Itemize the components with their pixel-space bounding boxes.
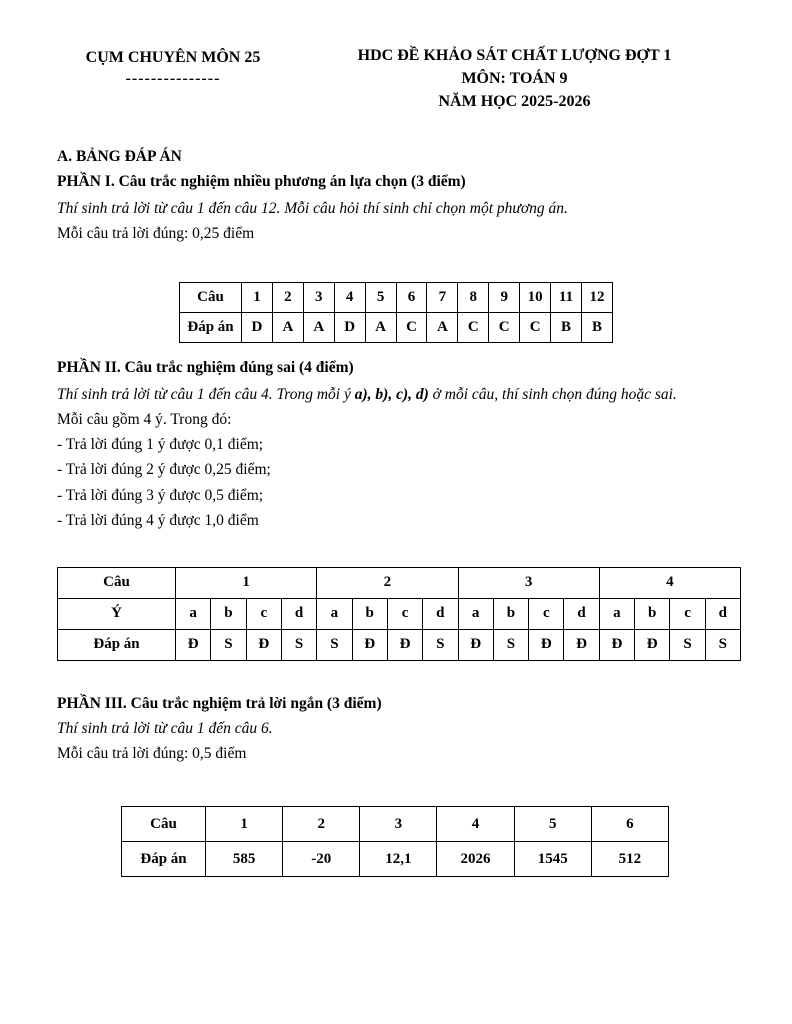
sub-label-cell: a bbox=[458, 598, 493, 629]
org-name: CỤM CHUYÊN MÔN 25 bbox=[85, 49, 261, 66]
answer-cell: A bbox=[427, 313, 458, 343]
part3-title: PHẦN III. Câu trắc nghiệm trả lời ngắn (3 điểm) bbox=[57, 694, 382, 712]
question-cell: 8 bbox=[458, 283, 489, 313]
part3-instructions: Thí sinh trả lời từ câu 1 đến câu 6. bbox=[57, 719, 273, 737]
question-cell: 5 bbox=[365, 283, 396, 313]
question-cell: 11 bbox=[551, 283, 582, 313]
part2-title: PHẦN II. Câu trắc nghiệm đúng sai (4 điểm) bbox=[57, 359, 354, 376]
answer-cell: Đ bbox=[635, 629, 670, 660]
row-label-dap-an: Đáp án bbox=[180, 313, 242, 343]
answer-cell: S bbox=[493, 629, 528, 660]
part2-scoring-bullet: - Trả lời đúng 4 ý được 1,0 điểm bbox=[57, 511, 259, 529]
header-divider-dashes: --------------- bbox=[125, 70, 221, 88]
part2-question-row bbox=[58, 567, 741, 598]
answer-cell: Đ bbox=[246, 629, 281, 660]
answer-cell: 1545 bbox=[514, 842, 591, 877]
sub-label-cell: d bbox=[564, 598, 599, 629]
row-label-cau: Câu bbox=[122, 807, 206, 842]
sub-label-cell: b bbox=[635, 598, 670, 629]
question-cell: 4 bbox=[334, 283, 365, 313]
question-cell: 3 bbox=[360, 807, 437, 842]
part2-scoring-bullet: - Trả lời đúng 2 ý được 0,25 điểm; bbox=[57, 461, 271, 479]
part2-sub-label-row bbox=[58, 598, 741, 629]
answer-cell: D bbox=[242, 313, 273, 343]
question-cell: 4 bbox=[599, 567, 740, 598]
doc-title-line3: NĂM HỌC 2025-2026 bbox=[438, 93, 591, 111]
part2-scoring-bullet: - Trả lời đúng 1 ý được 0,1 điểm; bbox=[57, 436, 264, 454]
question-cell: 3 bbox=[303, 283, 334, 313]
row-label-cau: Câu bbox=[180, 283, 242, 313]
part3-question-row bbox=[122, 807, 669, 842]
sub-label-cell: b bbox=[352, 598, 387, 629]
row-label-y: Ý bbox=[58, 598, 176, 629]
question-cell: 4 bbox=[437, 807, 514, 842]
answer-cell: S bbox=[281, 629, 316, 660]
answer-cell: Đ bbox=[529, 629, 564, 660]
sub-label-cell: b bbox=[493, 598, 528, 629]
section-a-title: A. BẢNG ĐÁP ÁN bbox=[57, 147, 182, 165]
sub-label-cell: d bbox=[281, 598, 316, 629]
part2-answer-table bbox=[57, 567, 741, 661]
question-cell: 7 bbox=[427, 283, 458, 313]
answer-cell: -20 bbox=[283, 842, 360, 877]
sub-label-cell: a bbox=[599, 598, 634, 629]
header-left-block bbox=[57, 44, 289, 114]
question-cell: 2 bbox=[272, 283, 303, 313]
part2-instructions bbox=[57, 382, 740, 407]
answer-cell: Đ bbox=[176, 629, 211, 660]
answer-cell: S bbox=[705, 629, 740, 660]
sub-label-cell: c bbox=[246, 598, 281, 629]
part3-answer-table bbox=[121, 806, 669, 877]
question-cell: 5 bbox=[514, 807, 591, 842]
question-cell: 2 bbox=[317, 567, 458, 598]
header-right-block bbox=[289, 44, 740, 114]
part2-scoring-bullet: - Trả lời đúng 3 ý được 0,5 điểm; bbox=[57, 486, 264, 504]
part3-answer-row bbox=[122, 842, 669, 877]
sub-label-cell: c bbox=[529, 598, 564, 629]
part2-instructions-bold: a), b), c), d) bbox=[354, 386, 429, 404]
question-cell: 12 bbox=[581, 283, 612, 313]
question-cell: 1 bbox=[242, 283, 273, 313]
answer-cell: S bbox=[423, 629, 458, 660]
answer-cell: C bbox=[489, 313, 520, 343]
question-cell: 6 bbox=[396, 283, 427, 313]
sub-label-cell: d bbox=[423, 598, 458, 629]
answer-cell: A bbox=[272, 313, 303, 343]
answer-cell: S bbox=[211, 629, 246, 660]
part2-scoring-intro: Mỗi câu gồm 4 ý. Trong đó: bbox=[57, 411, 232, 429]
answer-cell: 12,1 bbox=[360, 842, 437, 877]
part1-answer-row bbox=[180, 313, 613, 343]
sub-label-cell: d bbox=[705, 598, 740, 629]
doc-title-line1: HDC ĐỀ KHẢO SÁT CHẤT LƯỢNG ĐỢT 1 bbox=[357, 47, 672, 64]
sub-label-cell: c bbox=[670, 598, 705, 629]
part3-scoring: Mỗi câu trả lời đúng: 0,5 điểm bbox=[57, 744, 247, 762]
sub-label-cell: c bbox=[387, 598, 422, 629]
row-label-cau: Câu bbox=[58, 567, 176, 598]
sub-label-cell: a bbox=[317, 598, 352, 629]
answer-cell: B bbox=[581, 313, 612, 343]
answer-cell: B bbox=[551, 313, 582, 343]
part1-answer-table bbox=[179, 282, 613, 343]
part2-answer-row bbox=[58, 629, 741, 660]
answer-cell: C bbox=[396, 313, 427, 343]
doc-title-line2: MÔN: TOÁN 9 bbox=[461, 70, 568, 88]
answer-cell: A bbox=[365, 313, 396, 343]
part1-question-row bbox=[180, 283, 613, 313]
answer-cell: S bbox=[317, 629, 352, 660]
answer-cell: Đ bbox=[387, 629, 422, 660]
answer-cell: 2026 bbox=[437, 842, 514, 877]
question-cell: 2 bbox=[283, 807, 360, 842]
row-label-dap-an: Đáp án bbox=[58, 629, 176, 660]
document-header bbox=[57, 44, 740, 114]
question-cell: 9 bbox=[489, 283, 520, 313]
part2-instructions-post: ở mỗi câu, thí sinh chọn đúng hoặc sai. bbox=[428, 386, 677, 404]
answer-cell: A bbox=[303, 313, 334, 343]
answer-cell: C bbox=[458, 313, 489, 343]
question-cell: 10 bbox=[520, 283, 551, 313]
sub-label-cell: a bbox=[176, 598, 211, 629]
answer-cell: Đ bbox=[599, 629, 634, 660]
part1-scoring: Mỗi câu trả lời đúng: 0,25 điểm bbox=[57, 224, 255, 242]
answer-cell: C bbox=[520, 313, 551, 343]
answer-cell: 585 bbox=[206, 842, 283, 877]
part1-title: PHẦN I. Câu trắc nghiệm nhiều phương án lựa chọn (3 điểm) bbox=[57, 172, 466, 190]
question-cell: 1 bbox=[206, 807, 283, 842]
answer-cell: 512 bbox=[591, 842, 668, 877]
question-cell: 3 bbox=[458, 567, 599, 598]
answer-cell: Đ bbox=[352, 629, 387, 660]
question-cell: 6 bbox=[591, 807, 668, 842]
answer-cell: S bbox=[670, 629, 705, 660]
part1-instructions: Thí sinh trả lời từ câu 1 đến câu 12. Mỗi câu hỏi thí sinh chỉ chọn một phương án. bbox=[57, 199, 568, 217]
part2-instructions-pre: Thí sinh trả lời từ câu 1 đến câu 4. Trong mỗi ý bbox=[57, 386, 355, 404]
sub-label-cell: b bbox=[211, 598, 246, 629]
answer-cell: D bbox=[334, 313, 365, 343]
answer-cell: Đ bbox=[564, 629, 599, 660]
row-label-dap-an: Đáp án bbox=[122, 842, 206, 877]
question-cell: 1 bbox=[176, 567, 317, 598]
answer-cell: Đ bbox=[458, 629, 493, 660]
